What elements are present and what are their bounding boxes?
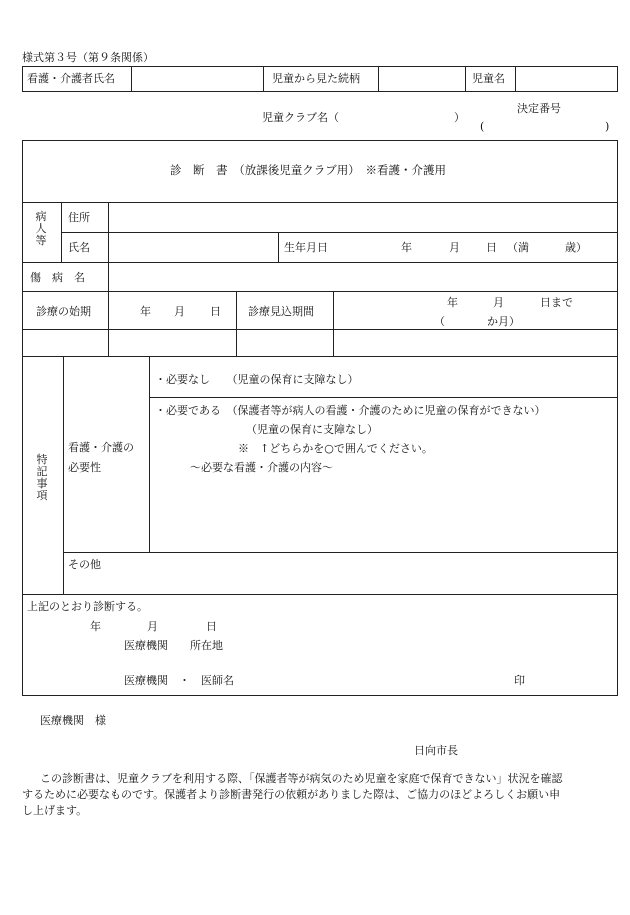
period-until-label: 日まで (540, 296, 573, 309)
decision-number-open: ( (480, 120, 485, 133)
club-name-label: 児童クラブ名（ (262, 111, 339, 124)
period-year-label: 年 (447, 296, 458, 309)
footer-text-line2: するために必要なものです。保護者より診断書発行の依頼がありました際は、ご協力のほどよろしくお願い申 (22, 788, 561, 801)
footer-text-line3: し上げます。 (22, 804, 88, 817)
address-label: 住所 (68, 211, 90, 224)
certificate-title: 診 断 書 （放課後児童クラブ用） ※看護・介護用 (170, 163, 446, 177)
treatment-start-label: 診療の始期 (36, 305, 91, 318)
care-content-label: ～必要な看護・介護の内容～ (190, 461, 333, 474)
relation-label: 児童から見た続柄 (272, 72, 360, 85)
other-field[interactable] (112, 555, 612, 591)
birth-day-label: 日 (486, 241, 497, 254)
club-name-close: ） (454, 111, 465, 124)
sign-month-label: 月 (147, 620, 158, 633)
other-label: その他 (68, 558, 101, 571)
child-name-label: 児童名 (472, 72, 505, 85)
circle-instruction: ※ ↑どちらかを○で囲んでください。 (238, 442, 433, 455)
period-months-close: か月） (487, 315, 520, 328)
address-field[interactable] (112, 205, 612, 229)
age-open-label: （満 (507, 241, 529, 254)
care-content-field[interactable] (155, 478, 613, 548)
option-needed-subnote: （児童の保育に支障なし） (246, 423, 378, 436)
diagnosis-statement: 上記のとおり診断する。 (27, 600, 148, 613)
caregiver-name-label: 看護・介護者氏名 (27, 72, 115, 85)
birth-date-label: 生年月日 (284, 241, 328, 254)
diagnosis-field[interactable] (112, 265, 612, 288)
seal-mark: 印 (514, 674, 525, 687)
sign-day-label: 日 (206, 620, 217, 633)
sign-year-label: 年 (90, 620, 101, 633)
period-month-label: 月 (493, 296, 504, 309)
institution-location-label: 医療機関 所在地 (124, 639, 223, 652)
patient-name-field[interactable] (112, 235, 274, 259)
diagnosis-label: 傷 病 名 (30, 271, 85, 284)
expected-period-label: 診療見込期間 (248, 305, 314, 318)
child-name-field[interactable] (518, 68, 614, 90)
form-id: 様式第３号（第９条関係） (22, 51, 154, 64)
sender: 日向市長 (414, 744, 458, 757)
start-month-label: 月 (174, 305, 185, 318)
doctor-name-field[interactable] (246, 671, 506, 689)
decision-number-field[interactable] (490, 118, 600, 134)
special-notes-group-label: 特記事項 (36, 453, 48, 502)
option-needed[interactable]: ・必要である （保護者等が病人の看護・介護のために児童の保育ができない） (155, 404, 546, 417)
caregiver-name-field[interactable] (136, 68, 260, 90)
relation-field[interactable] (381, 68, 461, 90)
institution-doctor-label: 医療機関 ・ 医師名 (124, 674, 234, 687)
start-day-label: 日 (210, 305, 221, 318)
patient-name-label: 氏名 (68, 241, 90, 254)
addressee: 医療機関 様 (40, 714, 106, 727)
footer-text-line1: この診断書は、児童クラブを利用する際、「保護者等が病気のため児童を家庭で保育できない」状況を確認 (40, 772, 563, 785)
institution-location-field[interactable] (240, 636, 600, 654)
option-not-needed[interactable]: ・必要なし （児童の保育に支障なし） (155, 373, 359, 386)
birth-month-label: 月 (449, 241, 460, 254)
period-months-open: （ (434, 315, 445, 328)
decision-number-label: 決定番号 (517, 102, 561, 115)
patient-group-label: 病人等 (35, 210, 47, 247)
decision-number-close: ) (605, 120, 610, 133)
necessity-label-line1: 看護・介護の (68, 441, 134, 454)
club-name-field[interactable] (345, 108, 450, 126)
birth-year-label: 年 (401, 241, 412, 254)
necessity-label-line2: 必要性 (68, 461, 101, 474)
start-year-label: 年 (140, 305, 151, 318)
age-close-label: 歳） (565, 241, 587, 254)
